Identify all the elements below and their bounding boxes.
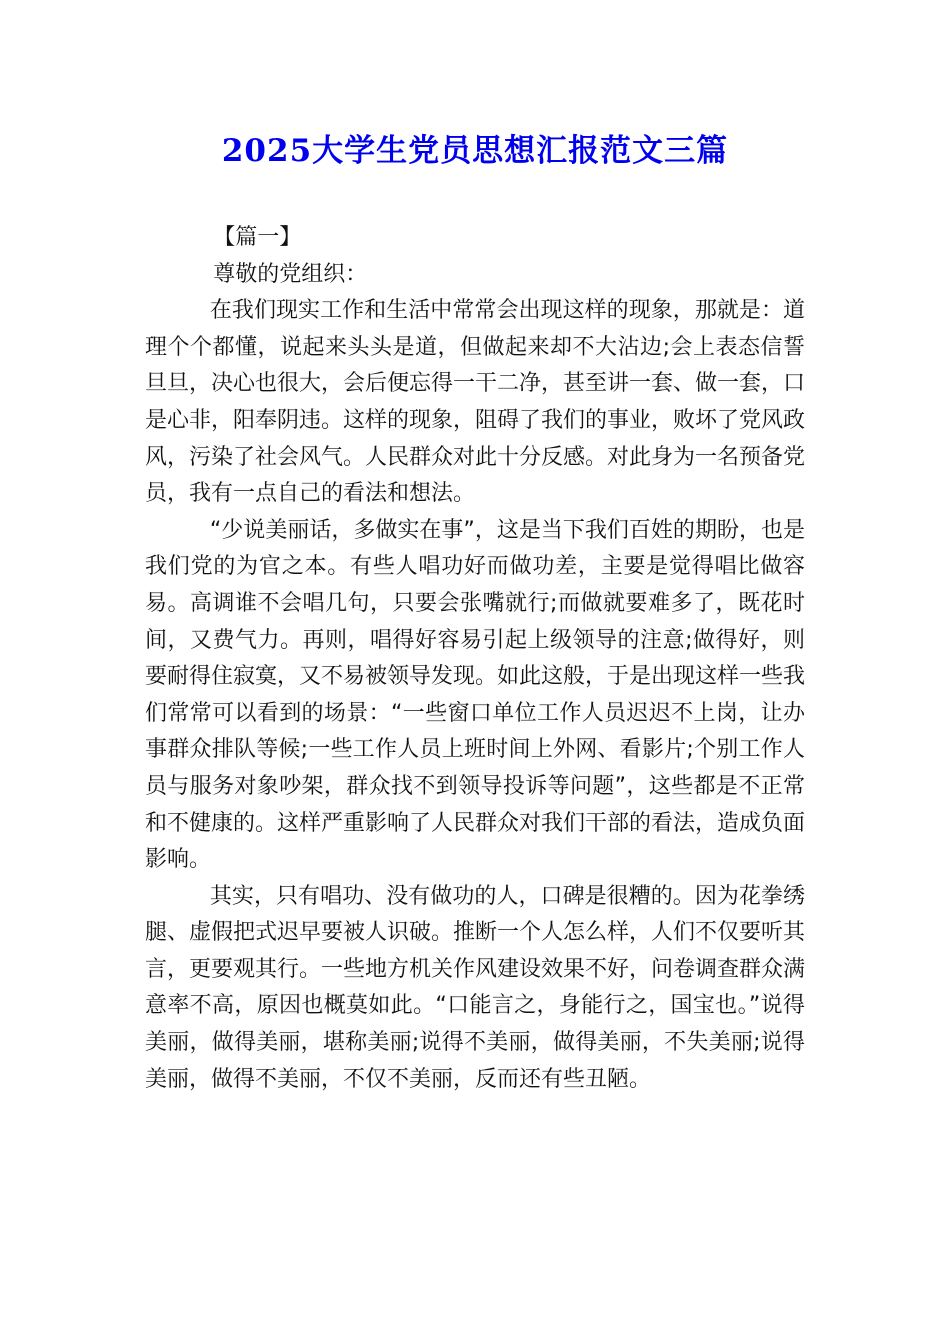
document-title: 2025大学生党员思想汇报范文三篇	[221, 133, 729, 169]
section-label: 【篇一】	[213, 225, 302, 250]
paragraph-2: “少说美丽话，多做实在事”，这是当下我们百姓的期盼，也是我们党的为官之本。有些人唱功好而做功差，主要是觉得唱比做容易。高调谁不会唱几句，只要会张嘴就行;而做就要难多了，既花时间，又费气力。再则，唱得好容易引起上级领导的注意;做得好，则要耐得住寂寞，又不易被领导发现。如此这般，于是出现这样一些我们常常可以看到的场景：“一些窗口单位工作人员迟迟不上岗，让办事群众排队等候;一些工作人员上班时间上外网、看影片;个别工作人员与服务对象吵架，群众找不到领导投诉等问题”，这些都是不正常和不健康的。这样严重影响了人民群众对我们干部的看法，造成负面影响。	[145, 517, 806, 873]
document-body	[145, 220, 805, 1098]
paragraph-1: 在我们现实工作和生活中常常会出现这样的现象，那就是：道理个个都懂，说起来头头是道，但做起来却不大沾边;会上表态信誓旦旦，决心也很大，会后便忘得一干二净，甚至讲一套、做一套，口是心非，阳奉阴违。这样的现象，阻碍了我们的事业，败坏了党风政风，污染了社会风气。人民群众对此十分反感。对此身为一名预备党员，我有一点自己的看法和想法。	[145, 298, 806, 507]
paragraph-3: 其实，只有唱功、没有做功的人，口碑是很糟的。因为花拳绣腿、虚假把式迟早要被人识破。推断一个人怎么样，人们不仅要听其言，更要观其行。一些地方机关作风建设效果不好，问卷调查群众满意率不高，原因也概莫如此。“口能言之，身能行之，国宝也。”说得美丽，做得美丽，堪称美丽;说得不美丽，做得美丽，不失美丽;说得美丽，做得不美丽，不仅不美丽，反而还有些丑陋。	[145, 883, 806, 1092]
salutation: 尊敬的党组织：	[213, 261, 368, 287]
